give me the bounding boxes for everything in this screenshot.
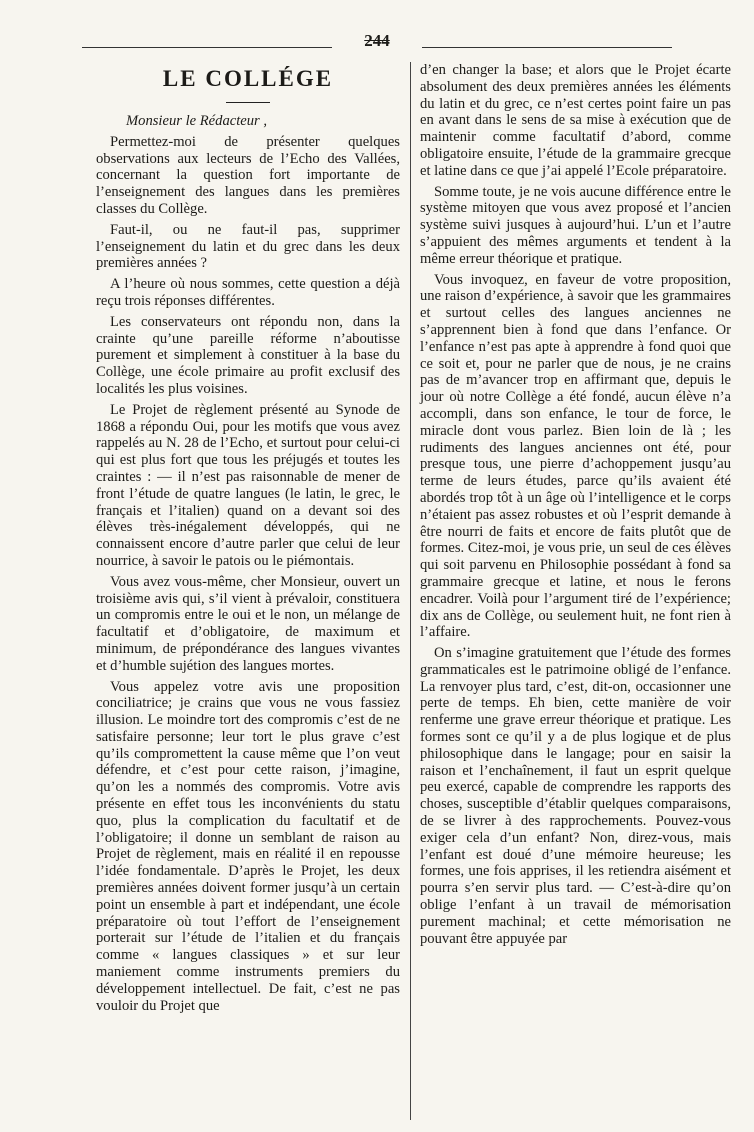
article-title: LE COLLÉGE <box>162 66 334 91</box>
paragraph: On s’imagine gratuitement que l’étude des formes grammaticales est le patrimoine obligé de l’enfance. La renvoyer plus tard, c’est, dit-on, occasionner une perte de temps. Eh bien, cette manière de voir renferme une grave erreur théorique et pratique. Les formes sont ce qu’il y a de plus logique et de plus philosophique dans le langage; pour en saisir la raison et l’enchaînement, il faut un esprit quelque peu exercé, capable de comprendre les rapports des choses, susceptible d’établir quelques comparaisons, de se livrer à des rapprochements. Pouvez-vous exiger cela d’un enfant? Non, direz-vous, mais l’enfant est doué d’une mémoire heureuse; les formes, une fois apprises, il les retiendra aisément et pourra s’en servir plus tard. — C’est-à-dire qu’on oblige l’enfant à un travail de mémorisation purement machinal; et cette mémorisation ne pouvant être appuyée par <box>420 645 731 947</box>
right-column <box>420 62 731 951</box>
paragraph: Vous invoquez, en faveur de votre proposition, une raison d’expérience, à savoir que les grammaires et surtout celles des langues anciennes ne s’apprennent bien à fond que dans l’enfance. Or l’enfance n’est pas apte à apprendre à fond quoi que ce soit et, pour ne parler que de nous, je ne crains pas de m’avancer trop en affirmant que, depuis le jour où notre Collège a été fondé, aucun élève n’a accompli, dans son enfance, le tour de force, le miracle dont vous parlez. Bien loin de là ; les rudiments des langues anciennes ont été, pour presque tous, une pierre d’achoppement jusqu’au terme de leurs études, parce qu’ils avaient été abordés trop tôt à un âge où l’intelligence et le corps n’étaient pas assez robustes et où l’esprit demande à être nourri de faits et encore de faits plutôt que de formes. Citez-moi, je vous prie, un seul de ces élèves qui soit parvenu en Philosophie possédant à fond sa grammaire grecque et latine, et nous le ferons encadrer. Voilà pour l’argument tiré de l’expérience; dix ans de Collège, ou seulement huit, ne font rien à l’affaire. <box>420 271 731 641</box>
paragraph: Faut-il, ou ne faut-il pas, supprimer l’enseignement du latin et du grec dans les deux premières années ? <box>96 221 400 272</box>
page-header <box>82 31 672 51</box>
paragraph: Somme toute, je ne vois aucune différence entre le système mitoyen que vous avez proposé et l’ancien système suivi jusques à aujourd’hui. L’un et l’autre s’appuient des mêmes arguments et tendent à la même erreur théorique et pratique. <box>420 183 731 267</box>
title-rule <box>226 102 270 103</box>
paragraph: Vous appelez votre avis une proposition conciliatrice; je crains que vous ne vous fassiez illusion. Le moindre tort des compromis c’est de ne satisfaire personne; leur tort le plus grave c’est qu’ils compromettent la cause même que l’on veut défendre, et c’est pour cette raison, j’imagine, qu’on les a nommés des compromis. Votre avis présente en effet tous les inconvénients du statu quo, plus la complication du facultatif et de l’obligatoire; il donne un semblant de raison au Projet de règlement, mais en réalité il en repousse l’idée fondamentale. D’après le Projet, les deux premières années doivent former jusqu’à un certain point un ensemble à part et indépendant, une école préparatoire où tout l’effort de l’enseignement porterait sur l’étude de l’italien et du français comme « langues classiques » et sur leur maniement comme instruments premiers du développement intellectuel. De fait, c’est ne pas vouloir du Projet que <box>96 678 400 1014</box>
left-column <box>96 62 400 1018</box>
salutation: Monsieur le Rédacteur , <box>126 113 268 129</box>
column-divider <box>410 62 411 1120</box>
header-rule-right <box>422 47 672 48</box>
paragraph: d’en changer la base; et alors que le Projet écarte absolument des deux premières années les éléments du latin et du grec, ce n’est certes point faire un pas en avant dans le sens de sa mise à exécution que de maintenir comme facultatif d’abord, comme obligatoire ensuite, l’étude de la grammaire grecque et latine dans ce que j’ai appelé l’Ecole préparatoire. <box>420 62 731 179</box>
paragraph: Les conservateurs ont répondu non, dans la crainte qu’une pareille réforme n’aboutisse purement et simplement à constituer à la base du Collège, une école primaire au profit exclusif des localités les plus voisines. <box>96 313 400 397</box>
paragraph: A l’heure où nous sommes, cette question a déjà reçu trois réponses différentes. <box>96 276 400 309</box>
paragraph: Le Projet de règlement présenté au Synode de 1868 a répondu Oui, pour les motifs que vous avez rappelés au N. 28 de l’Echo, et surtout pour celui-ci qui est plus fort que tous les préjugés et toutes les craintes : — il n’est pas raisonnable de mener de front l’étude de quatre langues (le latin, le grec, le français et l’italien) quand on a devant soi des élèves très-inégalement développés, qui ne connaissent encore d’autre parler que celui de leur nourrice, à savoir le patois ou le piémontais. <box>96 401 400 569</box>
paragraph: Vous avez vous-même, cher Monsieur, ouvert un troisième avis qui, s’il vient à prévaloir, constituera un compromis entre le oui et le non, un mélange de facultatif et d’obligatoire, de maximum et minimum, de prépondérance des langues vivantes et d’humble sujétion des langues mortes. <box>96 573 400 674</box>
page-number: 244 <box>364 31 390 50</box>
paragraph: Permettez-moi de présenter quelques observations aux lecteurs de l’Echo des Vallées, concernant la question fort importante de l’enseignement des langues dans les premières classes du Collège. <box>96 133 400 217</box>
